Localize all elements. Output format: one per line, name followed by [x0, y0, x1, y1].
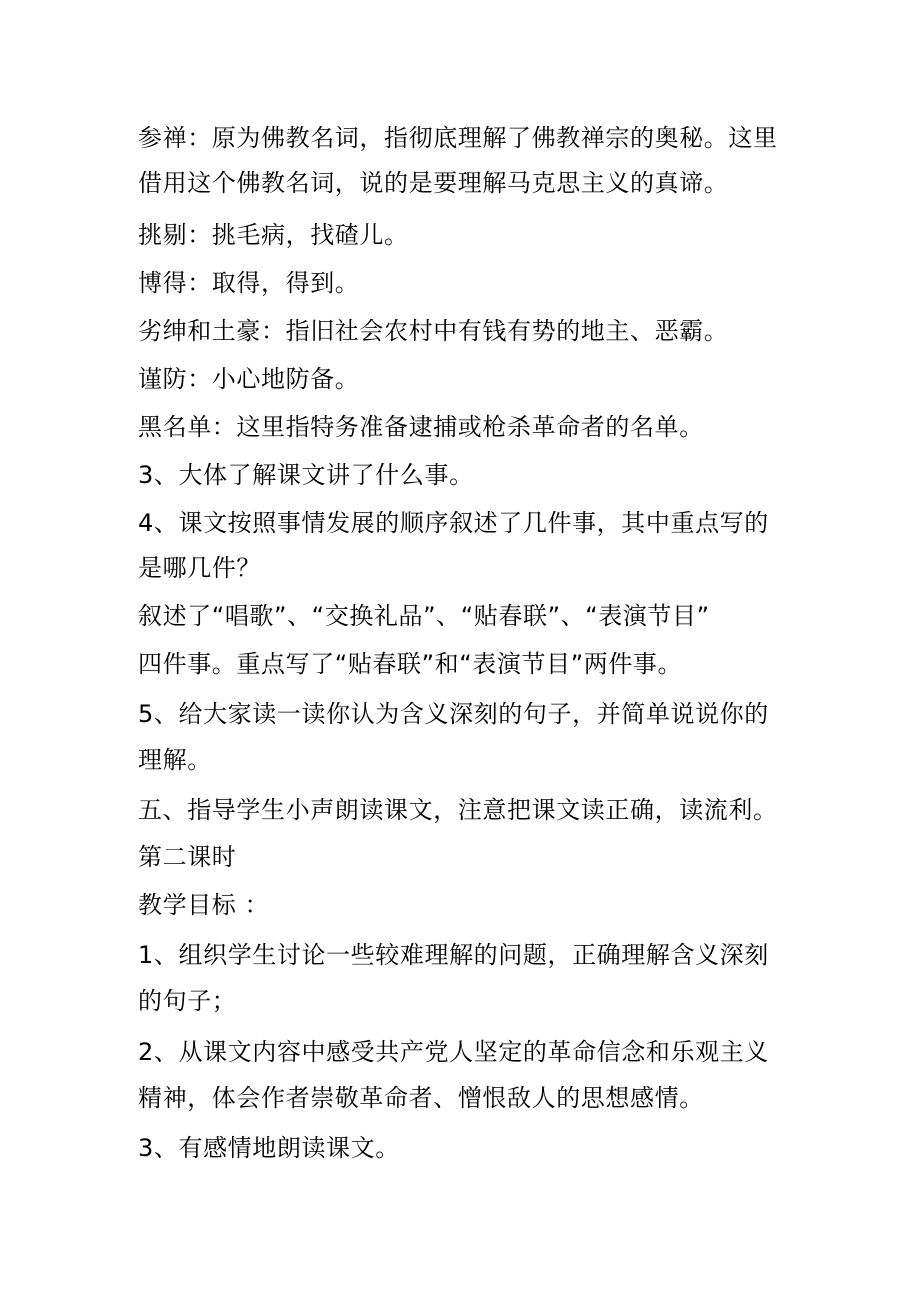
- text-line: 参禅：原为佛教名词，指彻底理解了佛教禅宗的奥秘。这里: [138, 124, 778, 152]
- text-line: 4、课文按照事情发展的顺序叙述了几件事，其中重点写的: [138, 509, 769, 537]
- text-line: 理解。: [138, 746, 212, 774]
- text-line: 3、有感情地朗读课文。: [138, 1134, 400, 1162]
- text-line: 的句子；: [138, 987, 237, 1015]
- text-line: 四件事。重点写了“贴春联”和“表演节目”两件事。: [138, 650, 683, 678]
- text-line: 2、从课文内容中感受共产党人坚定的革命信念和乐观主义: [138, 1038, 769, 1066]
- text-line: 劣绅和土豪：指旧社会农村中有钱有势的地主、恶霸。: [138, 317, 729, 345]
- text-line: 5、给大家读一读你认为含义深刻的句子，并简单说说你的: [138, 700, 769, 728]
- text-line: 3、大体了解课文讲了什么事。: [138, 461, 474, 489]
- subheading: 教学目标 ：: [138, 891, 270, 919]
- text-line: 1、组织学生讨论一些较难理解的问题，正确理解含义深刻: [138, 941, 769, 969]
- text-line: 挑剔：挑毛病，找碴儿。: [138, 221, 409, 249]
- text-line: 黑名单：这里指特务准备逮捕或枪杀革命者的名单。: [138, 413, 704, 441]
- text-line: 借用这个佛教名词，说的是要理解马克思主义的真谛。: [138, 169, 729, 197]
- text-line: 叙述了“唱歌”、“交换礼品”、“贴春联”、“表演节目”: [138, 602, 710, 630]
- text-line: 是哪几件？: [138, 554, 261, 582]
- section-heading: 第二课时: [138, 843, 237, 871]
- text-line: 精神，体会作者崇敬革命者、憎恨敌人的思想感情。: [138, 1084, 704, 1112]
- text-line: 谨防：小心地防备。: [138, 365, 360, 393]
- text-line: 五、指导学生小声朗读课文，注意把课文读正确，读流利。: [138, 796, 778, 824]
- text-line: 博得：取得，得到。: [138, 269, 360, 297]
